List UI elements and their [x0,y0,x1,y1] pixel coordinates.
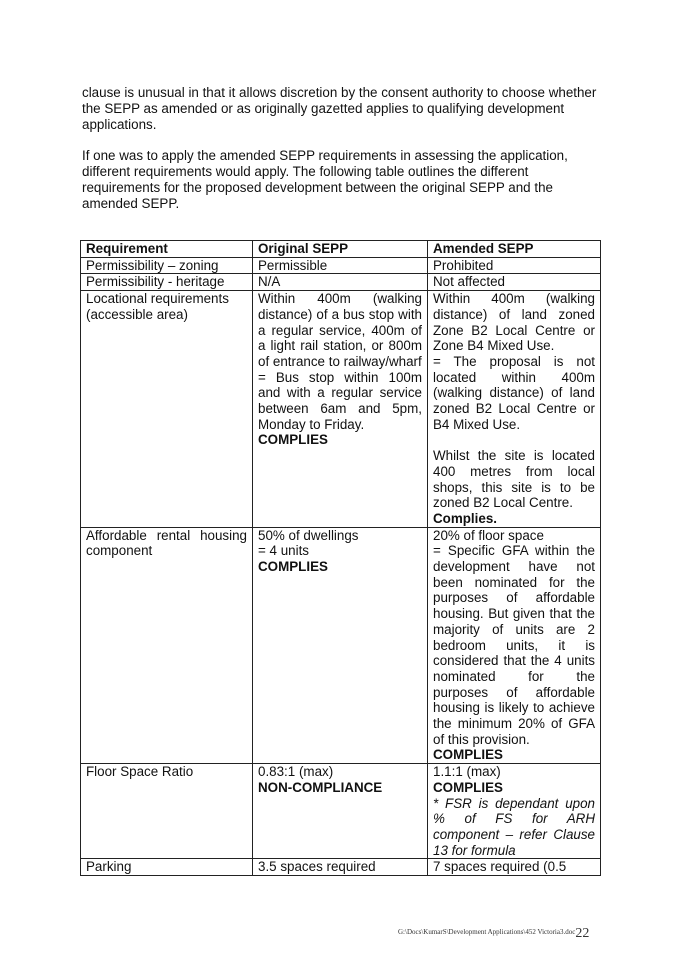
cell-original [253,764,428,859]
requirements-table [80,240,601,876]
cell-text: Within 400m (walking distance) of a bus stop with a regular service, 400m of a light rail station, or 800m of entrance to railway/wharf [258,291,422,369]
compliance-status: COMPLIES [433,747,503,763]
cell-text: Whilst the site is located 400 metres from local shops, this site is to be zoned B2 Local Centre. [433,448,595,511]
cell-amended [428,291,601,528]
intro-paragraph-2: If one was to apply the amended SEPP requirements in assessing the application, different requirements would apply. The following table outlines the different requirements for the proposed development between the original SEPP and the amended SEPP. [82,148,568,211]
file-path: G:\Docs\KumarS\Development Applications\452 Victoria3.doc [398,928,576,936]
cell-text: 1.1:1 (max) [433,764,501,780]
header-requirement: Requirement [81,241,253,258]
cell-amended [428,764,601,859]
cell-text: Within 400m (walking distance) of land zoned Zone B2 Local Centre or Zone B4 Mixed Use. [433,291,595,354]
cell-requirement: Permissibility – zoning [81,257,253,274]
header-amended-sepp: Amended SEPP [428,241,601,258]
compliance-status: COMPLIES [433,779,503,795]
cell-requirement: Affordable rental housing component [81,527,253,764]
cell-text: 50% of dwellings [258,527,359,543]
cell-original: N/A [253,274,428,291]
table-row [81,274,601,291]
compliance-status: COMPLIES [258,432,328,448]
cell-amended [428,527,601,764]
table-row [81,859,601,876]
cell-requirement: Floor Space Ratio [81,764,253,859]
cell-text: = 4 units [258,543,309,559]
table-row [81,527,601,764]
cell-text: = The proposal is not located within 400m (walking distance) of land zoned B2 Local Centre or B4 Mixed Use. [433,353,595,432]
table-row [81,764,601,859]
cell-amended: Not affected [428,274,601,291]
cell-amended: Prohibited [428,257,601,274]
cell-original: Permissible [253,257,428,274]
header-original-sepp: Original SEPP [253,241,428,258]
cell-text: = Bus stop within 100m and with a regular service between 6am and 5pm, Monday to Friday. [258,369,422,432]
table-row [81,257,601,274]
cell-amended: 7 spaces required (0.5 [428,859,601,876]
cell-text: 20% of floor space [433,527,544,543]
cell-original [253,291,428,528]
cell-text: = Specific GFA within the development have not been nominated for the purposes of affordable housing. But given that the majority of units are 2 bedroom units, it is considered that the 4 units nominated for the purposes of affordable housing is likely to achieve the minimum 20% of GFA of this provision. [433,543,595,747]
cell-requirement: Parking [81,859,253,876]
cell-original [253,527,428,764]
cell-original: 3.5 spaces required [253,859,428,876]
compliance-status: Complies. [433,510,497,526]
page-footer [398,926,589,942]
footnote: * FSR is dependant upon % of FS for ARH component – refer Clause 13 for formula [433,795,595,858]
page-number: 22 [575,926,590,941]
cell-requirement: Locational requirements (accessible area) [81,291,253,528]
cell-text: 0.83:1 (max) [258,764,334,780]
table-header-row [81,241,601,258]
intro-paragraph-1: clause is unusual in that it allows discretion by the consent authority to choose whether the SEPP as amended or as originally gazetted applies to qualifying development applications. [82,85,597,132]
table-row [81,291,601,528]
compliance-status: NON-COMPLIANCE [258,779,383,795]
cell-requirement: Permissibility - heritage [81,274,253,291]
compliance-status: COMPLIES [258,559,328,575]
